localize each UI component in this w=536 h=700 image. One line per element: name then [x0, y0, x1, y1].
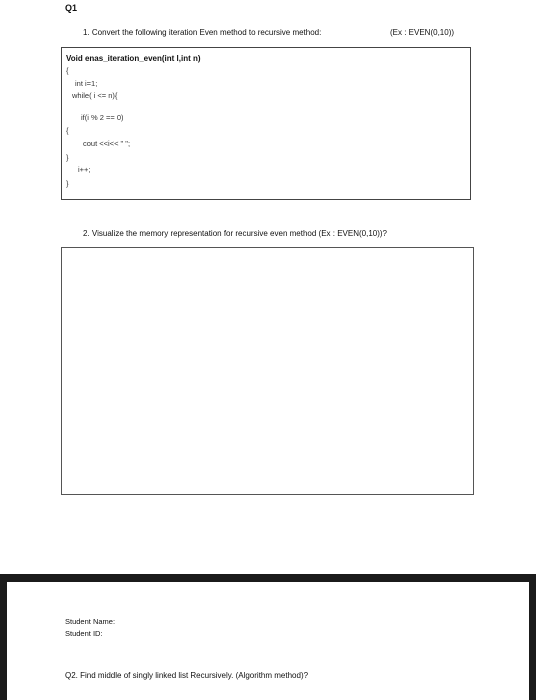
code-box — [61, 47, 471, 200]
student-id-label: Student ID: — [65, 629, 103, 638]
q1-example: (Ex : EVEN(0,10)) — [390, 28, 455, 37]
code-brace-open-1: { — [66, 66, 69, 75]
code-line-cout: cout <<i<< " "; — [83, 139, 131, 148]
q1-prompt: 1. Convert the following iteration Even method to recursive method: — [83, 28, 322, 37]
code-brace-close-2: } — [66, 153, 69, 162]
question-label: Q1 — [65, 3, 78, 13]
code-line-inc: i++; — [78, 165, 91, 174]
q2-linked-list-prompt: Q2. Find middle of singly linked list Recursively. (Algorithm method)? — [65, 671, 309, 680]
code-signature: Void enas_iteration_even(int l,int n) — [66, 54, 201, 63]
code-line-while: while( i <= n){ — [72, 91, 118, 100]
code-line-int: int i=1; — [75, 79, 98, 88]
code-line-if: if(i % 2 == 0) — [81, 113, 124, 122]
second-page — [7, 582, 529, 700]
code-brace-close-1: } — [66, 179, 69, 188]
code-brace-open-2: { — [66, 126, 69, 135]
answer-box[interactable] — [61, 247, 474, 495]
q2-prompt: 2. Visualize the memory representation for recursive even method (Ex : EVEN(0,10))? — [83, 229, 387, 238]
student-name-label: Student Name: — [65, 617, 116, 626]
